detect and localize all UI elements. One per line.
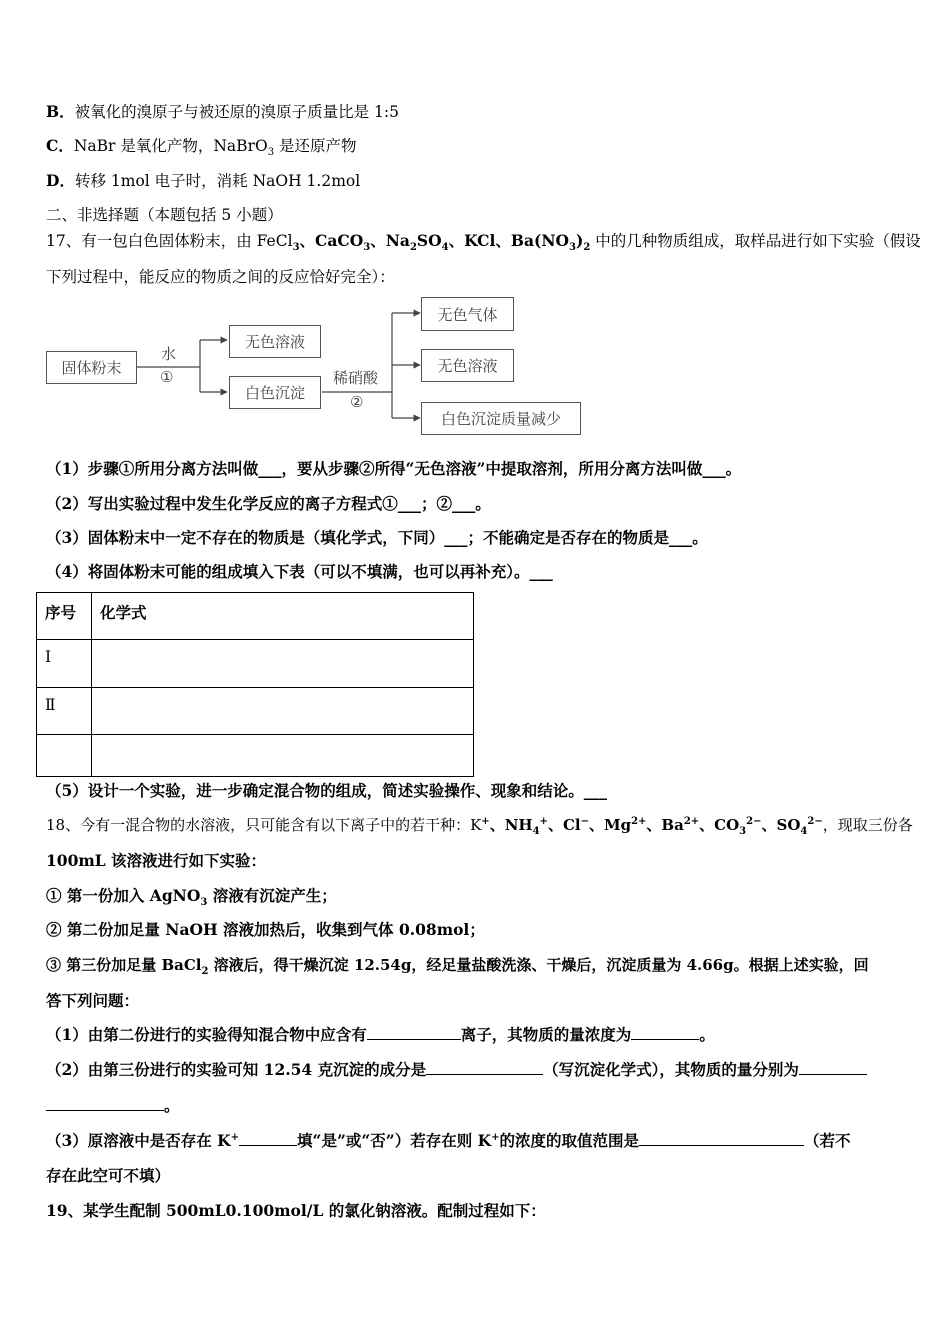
option-c: C．NaBr 是氧化产物，NaBrO$_3$ 是还原产物	[46, 136, 357, 159]
table-cell: Ⅱ	[37, 688, 92, 735]
box-precipitate-reduced: 白色沉淀质量减少	[421, 402, 581, 435]
answer-blank[interactable]	[799, 1060, 867, 1075]
q18-intro-line2: 100mL 该溶液进行如下实验：	[46, 851, 267, 870]
label-step1: ①	[160, 368, 174, 386]
q18-experiment-2: ② 第二份加足量 NaOH 溶液加热后，收集到气体 0.08mol；	[46, 920, 485, 939]
option-b: B．被氧化的溴原子与被还原的溴原子质量比是 1:5	[46, 102, 399, 121]
q17-intro: 17、有一包白色固体粉末，由 FeCl$_3$、CaCO$_3$、$Na_2SO_4$、KCl、$Ba(NO_3)_2$ 中的几种物质组成，取样品进行如下实验（假设	[46, 231, 921, 254]
table-row	[37, 688, 474, 735]
section-title: 二、非选择题（本题包括 5 小题）	[46, 206, 283, 224]
q19-intro: 19、某学生配制 500mL0.100mol/L 的氯化钠溶液。配制过程如下：	[46, 1201, 546, 1220]
table-cell[interactable]	[92, 688, 474, 735]
table-row	[37, 735, 474, 777]
q18-question-1: （1）由第二份进行的实验得知混合物中应含有 离子，其物质的量浓度为 。	[46, 1025, 715, 1044]
table-row	[37, 640, 474, 688]
box-colorless-solution-2: 无色溶液	[421, 349, 514, 382]
table-header-cell: 序号	[37, 593, 92, 640]
table-cell[interactable]	[92, 640, 474, 688]
q17-intro-line2: 下列过程中，能反应的物质之间的反应恰好完全）：	[46, 268, 395, 286]
table-header-row	[37, 593, 474, 640]
q17-question-2: （2）写出实验过程中发生化学反应的离子方程式①___；②___。	[46, 494, 491, 513]
box-colorless-gas: 无色气体	[421, 297, 514, 331]
box-colorless-solution-1: 无色溶液	[229, 325, 321, 358]
q18-experiment-3-line2: 答下列问题：	[46, 991, 140, 1010]
answer-blank[interactable]	[426, 1060, 543, 1075]
q18-experiment-1: ① 第一份加入 AgNO$_3$ 溶液有沉淀产生；	[46, 886, 337, 909]
q17-question-3: （3）固体粉末中一定不存在的物质是（填化学式，下同）___；不能确定是否存在的物质是___。	[46, 528, 708, 547]
table-header-cell: 化学式	[92, 593, 474, 640]
flow-diagram-lines	[0, 0, 950, 450]
option-d: D．转移 1mol 电子时，消耗 NaOH 1.2mol	[46, 171, 361, 190]
label-step2: ②	[350, 393, 364, 411]
q17-question-4: （4）将固体粉末可能的组成填入下表（可以不填满，也可以再补充）。___	[46, 562, 553, 581]
answer-blank[interactable]	[367, 1025, 461, 1040]
q17-question-5: （5）设计一个实验，进一步确定混合物的组成，简述实验操作、现象和结论。___	[46, 781, 608, 800]
label-water: 水	[161, 345, 177, 363]
answer-blank[interactable]	[631, 1025, 699, 1040]
table-cell	[37, 735, 92, 777]
box-white-precipitate: 白色沉淀	[229, 376, 321, 409]
q18-intro: 18、今有一混合物的水溶液，只可能含有以下离子中的若干种：K+、$NH_4^+$、Cl−、$Mg^{2+}$、$Ba^{2+}$、$CO_3^{2-}$、$SO_4^{2-}$，现取三份各	[46, 816, 913, 837]
q18-question-2: （2）由第三份进行的实验可知 12.54 克沉淀的成分是 （写沉淀化学式），其物质的量分别为	[46, 1060, 867, 1080]
q18-question-2-line2: 。	[46, 1096, 180, 1116]
answer-blank[interactable]	[639, 1131, 804, 1146]
composition-table	[36, 592, 474, 777]
table-cell: Ⅰ	[37, 640, 92, 688]
q18-question-3-line2: 存在此空可不填）	[46, 1166, 171, 1185]
box-solid-powder: 固体粉末	[46, 351, 137, 384]
table-cell[interactable]	[92, 735, 474, 777]
q18-experiment-3: ③ 第三份加足量 BaCl$_2$ 溶液后，得干燥沉淀 12.54g，经足量盐酸洗涤、干燥后，沉淀质量为 4.66g。根据上述实验，回	[46, 956, 869, 977]
answer-blank[interactable]	[46, 1096, 164, 1111]
q18-question-3: （3）原溶液中是否存在 K+ 填“是”或“否”）若存在则 K+的浓度的取值范围是 （若不	[46, 1131, 851, 1150]
q17-question-1: （1）步骤①所用分离方法叫做___，要从步骤②所得“无色溶液”中提取溶剂，所用分离方法叫做___。	[46, 459, 742, 478]
label-nitric-acid: 稀硝酸	[333, 369, 379, 387]
answer-blank[interactable]	[239, 1131, 297, 1146]
